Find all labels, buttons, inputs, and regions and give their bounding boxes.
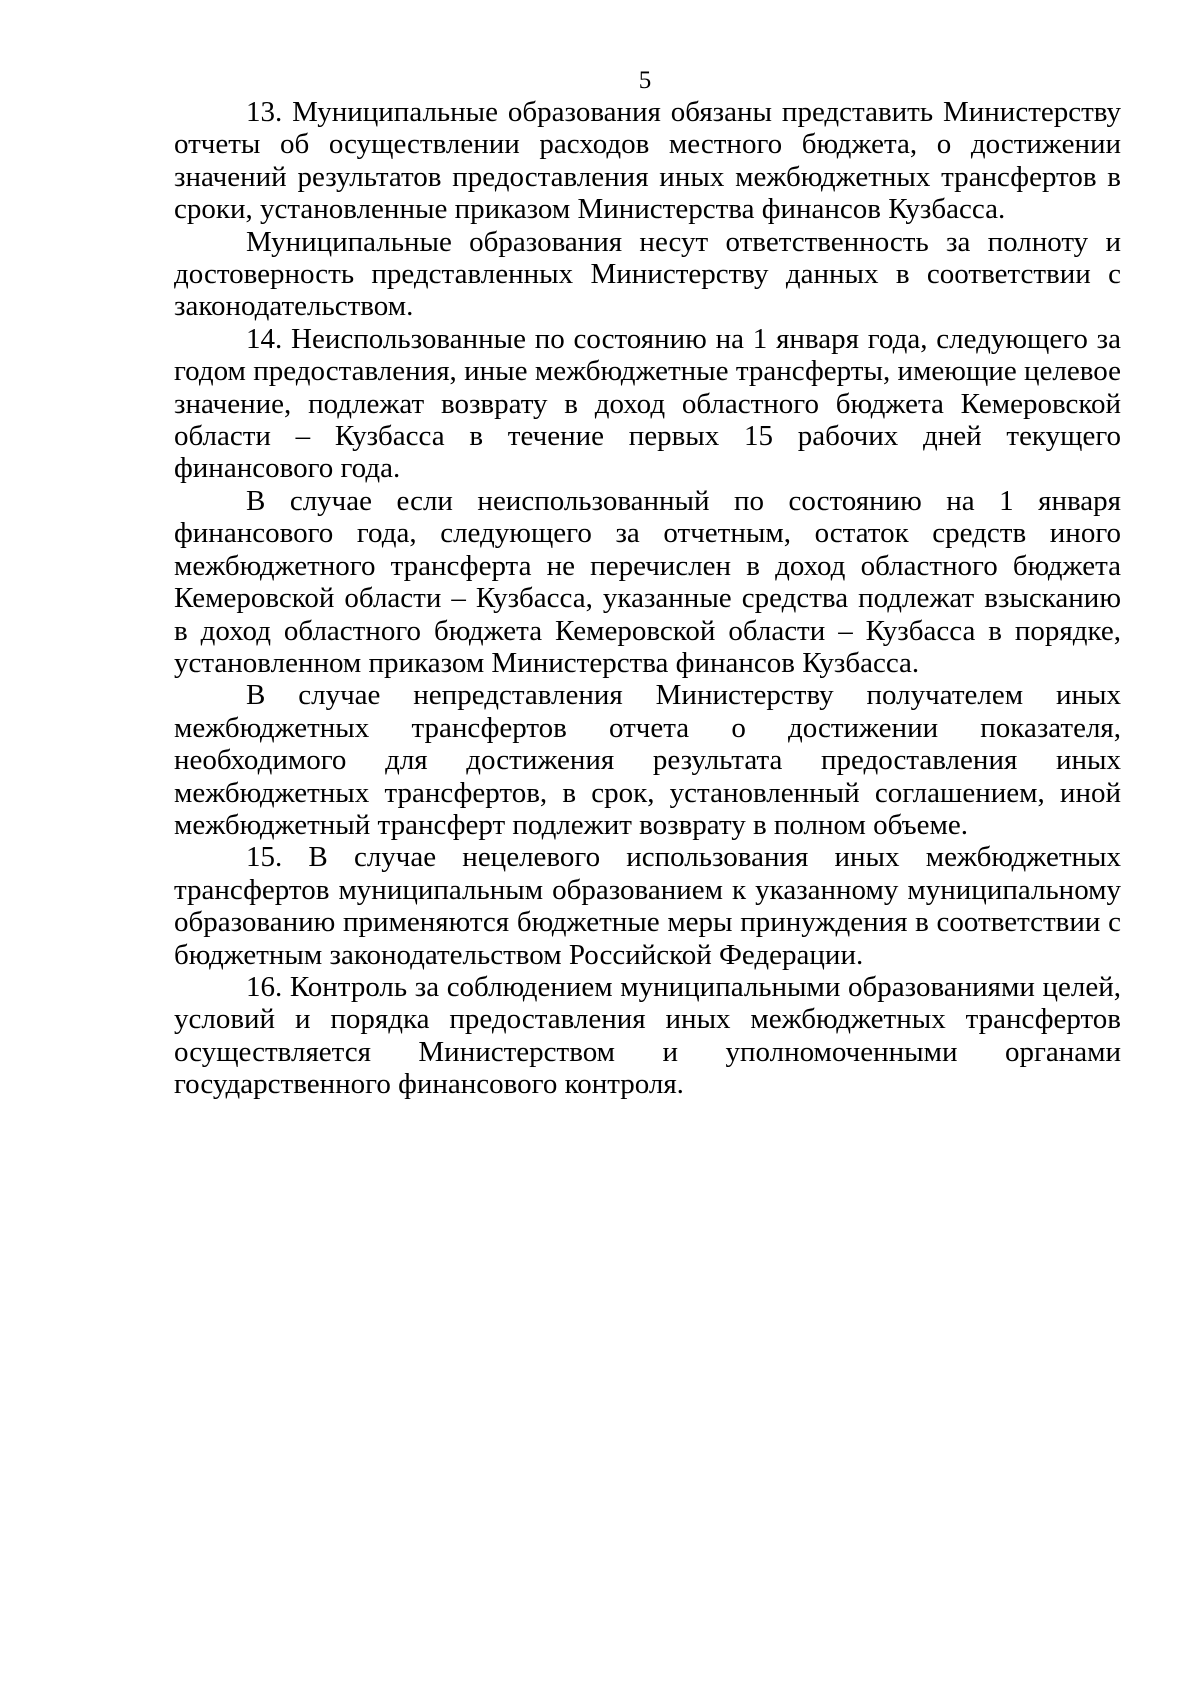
paragraph-13: 13. Муниципальные образования обязаны представить Министерству отчеты об осуществлении расходов местного бюджета, о достижении значений результатов предоставления иных межбюджетных трансфертов в сроки, установленные приказом Министерства финансов Кузбасса.: [174, 96, 1121, 226]
paragraph-13-responsibility: Муниципальные образования несут ответственность за полноту и достоверность представленных Министерству данных в соответствии с законодательством.: [174, 225, 1121, 323]
paragraph-14-recovery: В случае если неиспользованный по состоянию на 1 января финансового года, следующего за отчетным, остаток средств иного межбюджетного трансферта не перечислен в доход областного бюджета Кемеровской области – Кузбасса, указанные средства подлежат взысканию в доход областного бюджета Кемеровской области – Кузбасса в порядке, установленном приказом Министерства финансов Кузбасса.: [174, 484, 1121, 679]
paragraph-16: 16. Контроль за соблюдением муниципальными образованиями целей, условий и порядка предоставления иных межбюджетных трансфертов осуществляется Министерством и уполномоченными органами государственного финансового контроля.: [174, 970, 1121, 1101]
paragraph-15: 15. В случае нецелевого использования иных межбюджетных трансфертов муниципальным образованием к указанному муниципальному образованию применяются бюджетные меры принуждения в соответствии с бюджетным законодательством Российской Федерации.: [174, 841, 1121, 971]
page-number: 5: [638, 67, 652, 94]
paragraph-14: 14. Неиспользованные по состоянию на 1 января года, следующего за годом предоставления, иные межбюджетные трансферты, имеющие целевое значение, подлежат возврату в доход областного бюджета Кемеровской области – Кузбасса в течение первых 15 рабочих дней текущего финансового года.: [174, 322, 1121, 485]
document-body: [174, 96, 1121, 1101]
paragraph-14-report-failure: В случае непредставления Министерству получателем иных межбюджетных трансфертов отчета о достижении показателя, необходимого для достижения результата предоставления иных межбюджетных трансфертов, в срок, установленный соглашением, иной межбюджетный трансферт подлежит возврату в полном объеме.: [174, 679, 1121, 841]
